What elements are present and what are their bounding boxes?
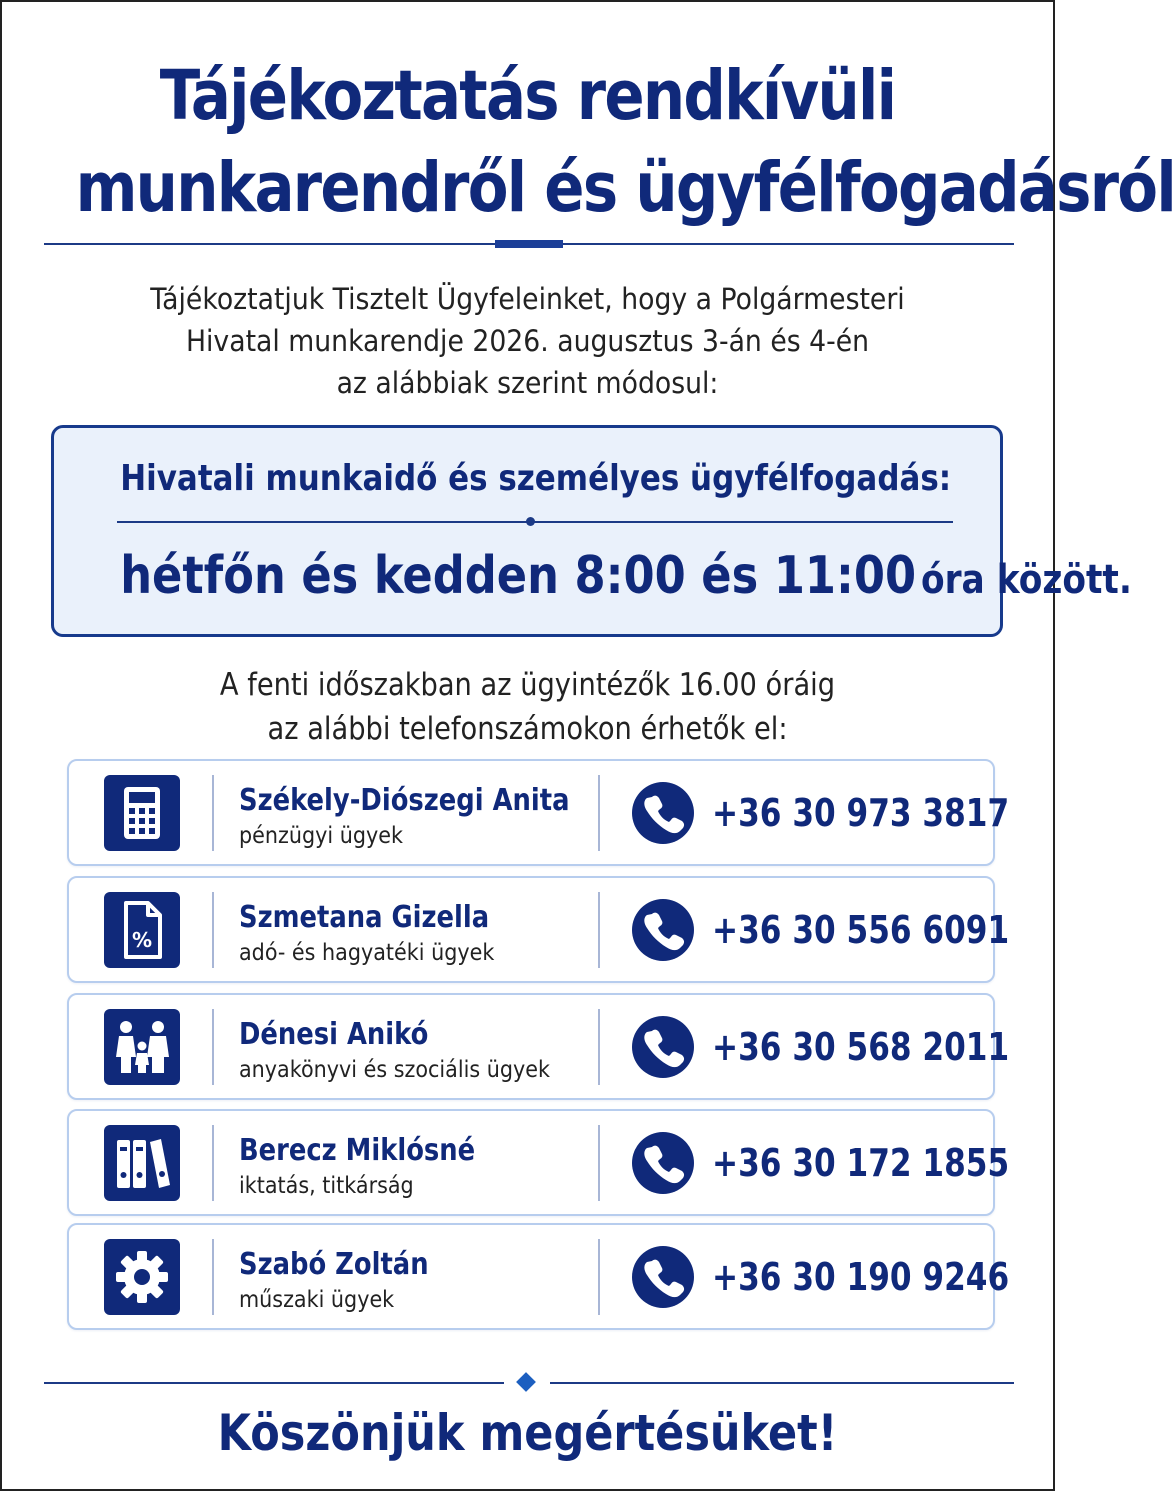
contact-name: Dénesi Anikó [239, 1017, 429, 1052]
contact-separator [598, 1009, 600, 1085]
contact-separator [212, 1009, 214, 1085]
contact-name: Szabó Zoltán [239, 1247, 429, 1282]
family-icon [104, 1009, 180, 1085]
tax-document-icon [104, 892, 180, 968]
contact-separator [212, 1125, 214, 1201]
page-title [75, 50, 1175, 234]
calculator-icon [104, 775, 180, 851]
phone-icon [632, 899, 694, 961]
footer-divider-left [44, 1382, 504, 1384]
contact-name: Székely-Diószegi Anita [239, 783, 570, 818]
contact-card [67, 876, 1010, 983]
contact-phone[interactable]: +36 30 172 1855 [712, 1141, 1010, 1185]
contact-phone[interactable]: +36 30 556 6091 [712, 908, 1010, 952]
office-hours-box [51, 425, 1132, 637]
binders-icon [104, 1125, 180, 1201]
phone-availability-note [2, 663, 1053, 751]
contact-separator [598, 892, 600, 968]
intro-line-1: Tájékoztatjuk Tisztelt Ügyfeleinket, hogy a Polgármesteri [150, 282, 905, 316]
title-line-1: Tájékoztatás rendkívüli [159, 56, 896, 136]
note-line-1: A fenti időszakban az ügyintézők 16.00 óráig [219, 667, 836, 703]
phone-icon [632, 1016, 694, 1078]
contact-separator [212, 775, 214, 851]
contact-role: pénzügyi ügyek [239, 823, 403, 849]
footer-diamond-ornament [516, 1372, 536, 1392]
contact-role: iktatás, titkárság [239, 1173, 414, 1199]
gear-icon [104, 1239, 180, 1315]
footer-divider-right [550, 1382, 1014, 1384]
office-hours-divider [117, 521, 953, 523]
contact-separator [212, 892, 214, 968]
office-hours-schedule-suffix: óra között. [920, 557, 1132, 603]
contact-name: Szmetana Gizella [239, 900, 490, 935]
contact-phone[interactable]: +36 30 568 2011 [712, 1025, 1010, 1069]
intro-line-2: Hivatal munkarendje 2026. augusztus 3-án és 4-én [185, 324, 870, 358]
office-hours-divider-dot [526, 517, 535, 526]
contact-card [67, 1109, 1010, 1216]
phone-icon [632, 1132, 694, 1194]
contact-separator [598, 775, 600, 851]
note-line-2: az alábbi telefonszámokon érhetők el: [267, 711, 788, 747]
phone-icon [632, 1246, 694, 1308]
intro-text [2, 278, 1053, 404]
contact-card [67, 993, 1010, 1100]
contact-separator [598, 1125, 600, 1201]
tax-icon-symbol: % [131, 928, 153, 952]
title-line-2: munkarendről és ügyfélfogadásról [75, 148, 1175, 228]
intro-line-3: az alábbiak szerint módosul: [336, 366, 719, 400]
contact-card [67, 1223, 1010, 1330]
contact-role: műszaki ügyek [239, 1287, 395, 1313]
contact-name: Berecz Miklósné [239, 1133, 476, 1168]
thank-you-message: Köszönjük megértésüket! [217, 1404, 838, 1462]
title-divider-accent [495, 240, 563, 248]
contact-phone[interactable]: +36 30 973 3817 [712, 791, 1010, 835]
office-hours-schedule-main: hétfőn és kedden 8:00 és 11:00 [120, 546, 917, 606]
contact-role: adó- és hagyatéki ügyek [239, 940, 495, 966]
office-hours-heading: Hivatali munkaidő és személyes ügyfélfogadás: [120, 458, 952, 499]
phone-icon [632, 782, 694, 844]
contact-separator [212, 1239, 214, 1315]
office-hours-schedule [120, 546, 1132, 606]
contact-card [67, 759, 1010, 866]
contact-phone[interactable]: +36 30 190 9246 [712, 1255, 1010, 1299]
contact-separator [598, 1239, 600, 1315]
contact-role: anyakönyvi és szociális ügyek [239, 1057, 550, 1083]
